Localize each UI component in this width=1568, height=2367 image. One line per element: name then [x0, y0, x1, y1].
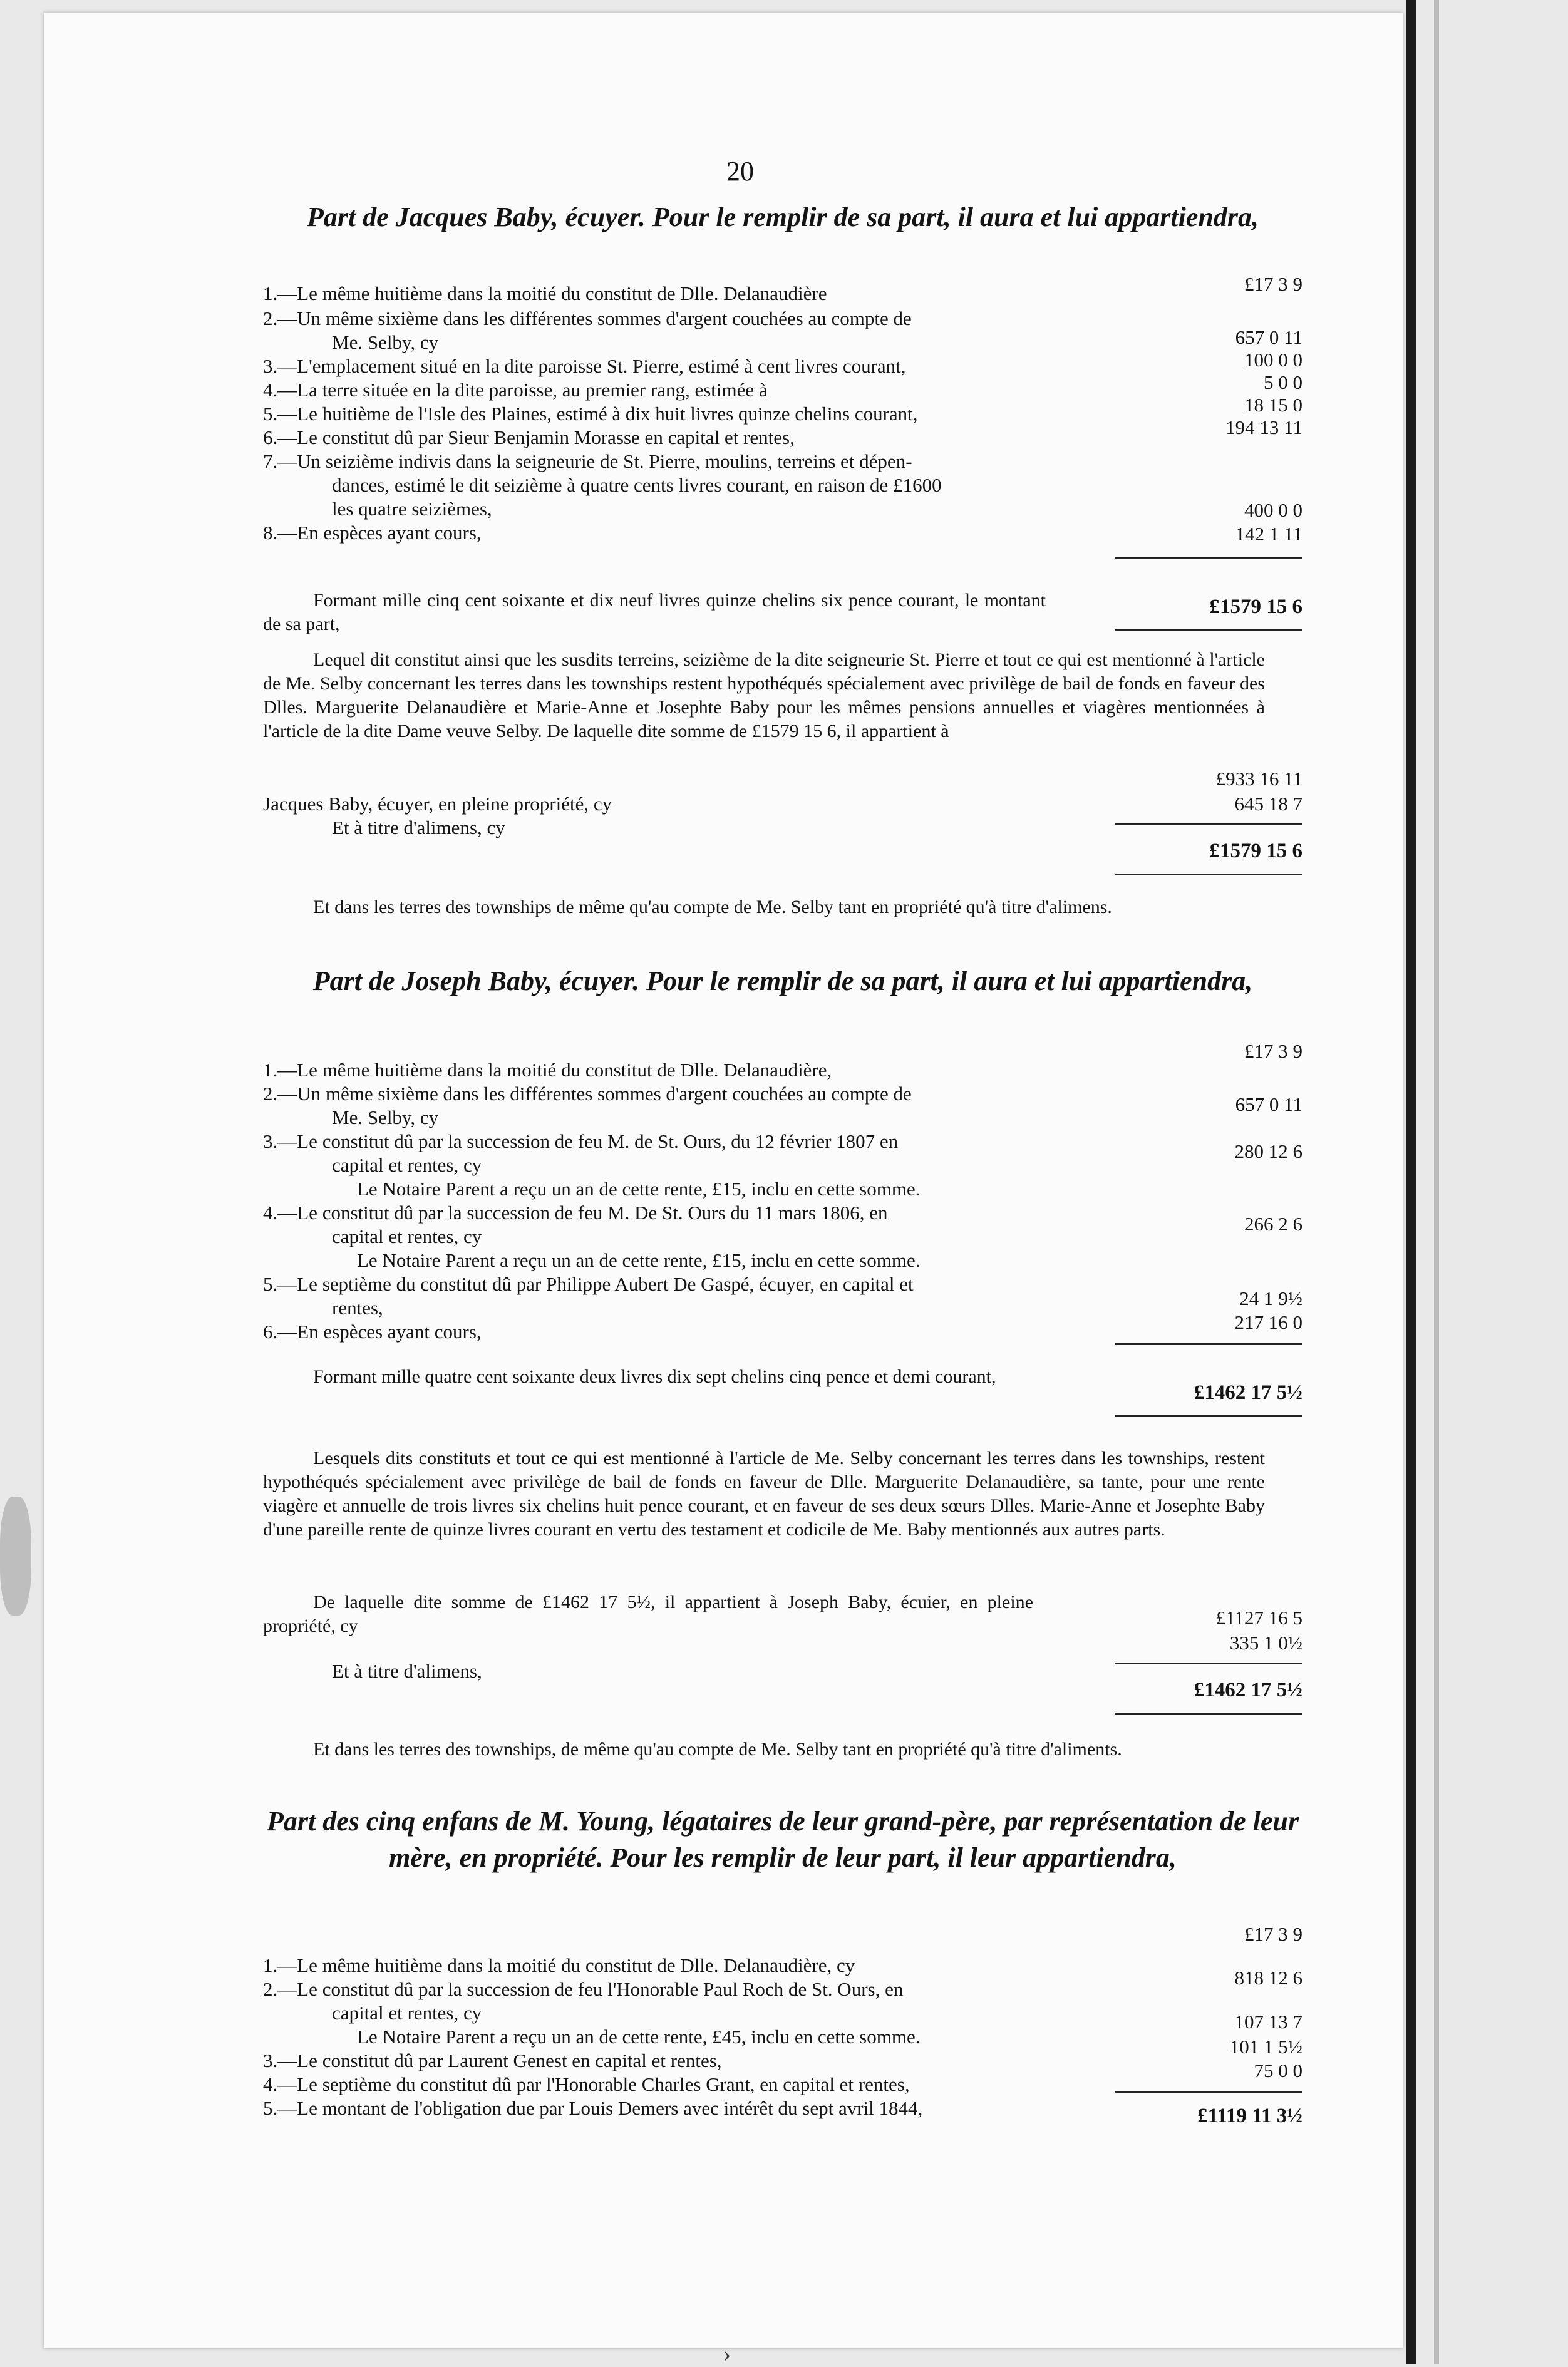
split-total: £1579 15 6 — [1209, 840, 1302, 862]
item-amount: 266 2 6 — [1244, 1213, 1302, 1235]
formant-total: £1462 17 5½ — [1194, 1381, 1302, 1404]
split-amount: £1127 16 5 — [1215, 1607, 1302, 1629]
section-heading-joseph: Part de Joseph Baby, écuyer. Pour le remplir de sa part, il aura et lui appartiendra, — [312, 966, 1253, 996]
item-line: 2.—Un même sixième dans les différentes sommes d'argent couchées au compte de — [263, 307, 912, 329]
split-amount: 645 18 7 — [1234, 793, 1302, 815]
item-line: capital et rentes, cy — [332, 1225, 482, 1247]
item-line: 2.—Un même sixième dans les différentes sommes d'argent couchées au compte de — [263, 1083, 912, 1105]
sum-rule — [1115, 1713, 1302, 1715]
item-line: 4.—La terre située en la dite paroisse, au premier rang, estimée à — [263, 379, 768, 401]
section-closing: Et dans les terres des townships de même qu'au compte de Me. Selby tant en propriété qu'à titre d'alimens. — [313, 897, 1112, 917]
sum-rule — [1115, 823, 1302, 825]
page-binding-edge — [1406, 0, 1416, 2364]
item-amount: 101 1 5½ — [1229, 2036, 1302, 2058]
item-amount: £17 3 9 — [1244, 1040, 1302, 1062]
item-line: 4.—Le constitut dû par la succession de feu M. De St. Ours du 11 mars 1806, en — [263, 1202, 888, 1224]
item-amount: 75 0 0 — [1254, 2060, 1302, 2081]
item-line: 3.—L'emplacement situé en la dite paroisse St. Pierre, estimé à cent livres courant, — [263, 355, 906, 377]
item-line: 1.—Le même huitième dans la moitié du constitut de Dlle. Delanaudière — [263, 282, 827, 304]
sum-rule — [1115, 557, 1302, 559]
split-amount: 335 1 0½ — [1229, 1632, 1302, 1654]
split-amount: £933 16 11 — [1215, 768, 1302, 790]
item-note: Le Notaire Parent a reçu un an de cette rente, £45, inclu en cette somme. — [357, 2026, 921, 2048]
item-line: capital et rentes, cy — [332, 2002, 482, 2024]
split-line: De laquelle dite somme de £1462 17 5½, il appartient à Joseph Baby, écuier, en pleine propriété, cy — [263, 1592, 1033, 1636]
item-amount: 107 13 7 — [1234, 2011, 1302, 2033]
item-amount: £17 3 9 — [1244, 273, 1302, 295]
item-amount: £17 3 9 — [1244, 1923, 1302, 1945]
section-heading-jacques: Part de Jacques Baby, écuyer. Pour le remplir de sa part, il aura et lui appartiendra, — [306, 202, 1259, 232]
section-heading-young: Part des cinq enfans de M. Young, légataires de leur grand-père, par représentation de leur mère, en propriété. Pour les remplir de leur part, il leur appartiendra, — [266, 1806, 1299, 1873]
item-amount: 657 0 11 — [1235, 326, 1302, 348]
item-note: Le Notaire Parent a reçu un an de cette rente, £15, inclu en cette somme. — [357, 1249, 921, 1271]
sum-rule — [1115, 1663, 1302, 1664]
section-closing: Et dans les terres des townships, de même qu'au compte de Me. Selby tant en propriété qu'à titre d'aliments. — [313, 1739, 1122, 1760]
item-line: rentes, — [332, 1297, 383, 1319]
item-amount: 280 12 6 — [1234, 1140, 1302, 1162]
item-line: 3.—Le constitut dû par la succession de feu M. de St. Ours, du 12 février 1807 en — [263, 1130, 899, 1152]
item-line: 7.—Un seizième indivis dans la seigneurie de St. Pierre, moulins, terreins et dépen- — [263, 450, 912, 472]
scan-smudge — [0, 1497, 31, 1616]
scan-mark: › — [723, 2341, 731, 2366]
page-number: 20 — [726, 156, 754, 187]
item-amount: 657 0 11 — [1235, 1093, 1302, 1115]
sum-rule — [1115, 1343, 1302, 1345]
item-amount: 818 12 6 — [1234, 1967, 1302, 1989]
item-line: capital et rentes, cy — [332, 1154, 482, 1176]
item-line: 6.—Le constitut dû par Sieur Benjamin Morasse en capital et rentes, — [263, 426, 795, 448]
item-amount: 100 0 0 — [1244, 349, 1302, 371]
item-note: Le Notaire Parent a reçu un an de cette rente, £15, inclu en cette somme. — [357, 1178, 921, 1200]
item-line: dances, estimé le dit seizième à quatre cents livres courant, en raison de £1600 — [332, 474, 942, 496]
page-binding-edge-light — [1434, 0, 1439, 2364]
item-line: 2.—Le constitut dû par la succession de feu l'Honorable Paul Roch de St. Ours, en — [263, 1978, 904, 2000]
formant-text: Formant mille cinq cent soixante et dix neuf livres quinze chelins six pence courant, le montant de sa part, — [263, 590, 1046, 634]
formant-text: Formant mille quatre cent soixante deux livres dix sept chelins cinq pence et demi courant, — [313, 1366, 996, 1387]
item-line: 1.—Le même huitième dans la moitié du constitut de Dlle. Delanaudière, — [263, 1059, 832, 1081]
item-amount: 400 0 0 — [1244, 499, 1302, 521]
split-line: Et à titre d'alimens, cy — [332, 817, 505, 838]
item-amount: 24 1 9½ — [1239, 1287, 1302, 1309]
item-line: 4.—Le septième du constitut dû par l'Honorable Charles Grant, en capital et rentes, — [263, 2073, 910, 2095]
item-line: 3.—Le constitut dû par Laurent Genest en capital et rentes, — [263, 2050, 722, 2071]
sum-rule — [1115, 874, 1302, 875]
item-line: 5.—Le huitième de l'Isle des Plaines, estimé à dix huit livres quinze chelins courant, — [263, 403, 918, 425]
split-line: Jacques Baby, écuyer, en pleine propriété, cy — [263, 793, 612, 815]
formant-total: £1579 15 6 — [1209, 596, 1302, 618]
item-amount: 194 13 11 — [1225, 416, 1302, 438]
item-line: Me. Selby, cy — [332, 1106, 439, 1128]
formant-total: £1119 11 3½ — [1197, 2105, 1302, 2127]
sum-rule — [1115, 2091, 1302, 2093]
item-line: les quatre seizièmes, — [332, 498, 492, 520]
item-amount: 18 15 0 — [1244, 394, 1302, 416]
section-paragraph: Lequel dit constitut ainsi que les susdits terreins, seizième de la dite seigneurie St. Pierre et tout ce qui est mentionné à l'article de Me. Selby concernant les terres dans les townships restent hypothéqués spécialement avec privilège de bail de fonds en faveur des Dlles. Marguerite Delanaudière et Marie-Anne et Josephte Baby pour les mêmes pensions annuelles et viagères mentionnées à l'article de la dite Dame veuve Selby. De laquelle dite somme de £1579 15 6, il appartient à — [263, 649, 1265, 741]
item-line: 6.—En espèces ayant cours, — [263, 1321, 482, 1343]
split-line: Et à titre d'alimens, — [332, 1660, 482, 1682]
split-total: £1462 17 5½ — [1194, 1679, 1302, 1701]
item-line: Me. Selby, cy — [332, 331, 439, 353]
item-amount: 5 0 0 — [1264, 371, 1302, 393]
item-line: 5.—Le septième du constitut dû par Philippe Aubert De Gaspé, écuyer, en capital et — [263, 1273, 914, 1295]
sum-rule — [1115, 1415, 1302, 1417]
item-line: 8.—En espèces ayant cours, — [263, 522, 482, 544]
sum-rule — [1115, 629, 1302, 631]
section-paragraph: Lesquels dits constituts et tout ce qui est mentionné à l'article de Me. Selby concernant les terres dans les townships, restent hypothéqués spécialement avec privilège de bail de fonds en faveur de Dlle. Marguerite Delanaudière, sa tante, pour une rente viagère et annuelle de trois livres six chelins huit pence courant, et en faveur de ses deux sœurs Dlles. Marie-Anne et Josephte Baby d'une pareille rente de quinze livres courant en vertu des testament et codicile de Me. Baby mentionnés aux autres parts. — [263, 1448, 1265, 1540]
item-amount: 142 1 11 — [1235, 523, 1302, 545]
item-amount: 217 16 0 — [1234, 1311, 1302, 1333]
item-line: 1.—Le même huitième dans la moitié du constitut de Dlle. Delanaudière, cy — [263, 1954, 855, 1976]
item-line: 5.—Le montant de l'obligation due par Louis Demers avec intérêt du sept avril 1844, — [263, 2097, 923, 2119]
